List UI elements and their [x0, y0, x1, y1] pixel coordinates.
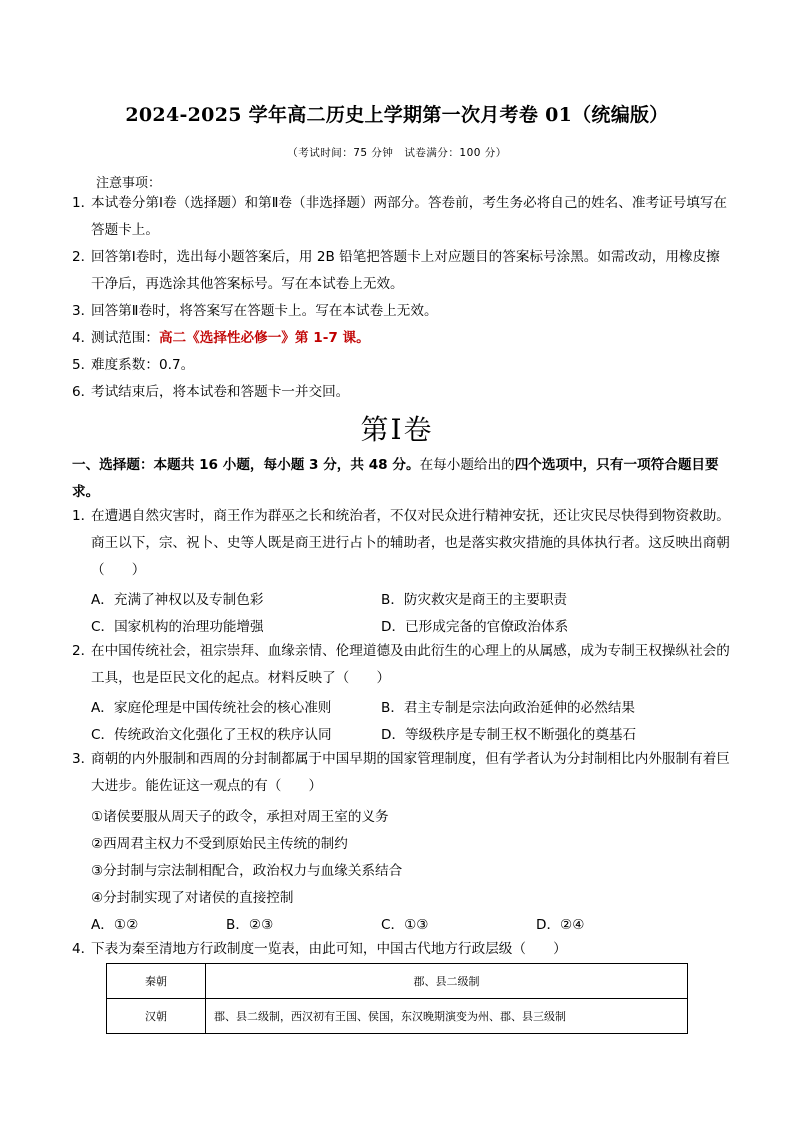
option-b[interactable]: B．防灾救灾是商王的主要职责	[381, 592, 568, 608]
statement-item: ②西周君主权力不受到原始民主传统的制约	[91, 836, 348, 852]
test-scope-highlight: 高二《选择性必修一》第 1-7 课。	[158, 330, 370, 346]
option-a[interactable]: A．充满了神权以及专制色彩	[91, 592, 264, 608]
option-c[interactable]: C．国家机构的治理功能增强	[91, 619, 264, 635]
option-c[interactable]: C．传统政治文化强化了王权的秩序认同	[91, 727, 332, 743]
volume-title: 第Ⅰ卷	[360, 413, 434, 446]
table-cell: 郡、县二级制，西汉初有王国、侯国，东汉晚期演变为州、郡、县三级制	[206, 999, 688, 1034]
option-d[interactable]: D．等级秩序是专制王权不断强化的奠基石	[381, 727, 637, 743]
notice-item: 6． 考试结束后，将本试卷和答题卡一并交回。	[72, 384, 350, 400]
notice-item: 5． 难度系数：0.7。	[72, 357, 195, 373]
question-3: 3． 商朝的内外服制和西周的分封制都属于中国早期的国家管理制度，但有学者认为分封制相比内外服制有着巨大进步。能佐证这一观点的有（ ）	[72, 751, 730, 794]
dynasty-admin-table	[106, 963, 688, 1034]
notice-item: 3． 回答第Ⅱ卷时，将答案写在答题卡上。写在本试卷上无效。	[72, 303, 438, 319]
question-1: 1． 在遭遇自然灾害时，商王作为群巫之长和统治者，不仅对民众进行精神安抚，还让灾民尽快得到物资救助。商王以下，宗、祝卜、史等人既是商王进行占卜的辅助者，也是落实救灾措施的具体执行者。这反映出商朝（ ）	[72, 508, 730, 578]
question-4: 4． 下表为秦至清地方行政制度一览表，由此可知，中国古代地方行政层级（ ）	[72, 941, 567, 957]
option-b[interactable]: B．②③	[226, 917, 274, 933]
exam-title: 2024-2025 学年高二历史上学期第一次月考卷 01（统编版）	[125, 104, 669, 126]
statement-item: ①诸侯要服从周天子的政令，承担对周王室的义务	[91, 809, 389, 825]
notice-item: 4． 测试范围：高二《选择性必修一》第 1-7 课。	[72, 330, 370, 346]
option-b[interactable]: B．君主专制是宗法向政治延伸的必然结果	[381, 700, 636, 716]
option-a[interactable]: A．①②	[91, 917, 139, 933]
statement-item: ④分封制实现了对诸侯的直接控制	[91, 890, 294, 906]
statement-item: ③分封制与宗法制相配合，政治权力与血缘关系结合	[91, 863, 403, 879]
notice-item: 2． 回答第Ⅰ卷时，选出每小题答案后，用 2B 铅笔把答题卡上对应题目的答案标号涂黑。如需改动，用橡皮擦干净后，再选涂其他答案标号。写在本试卷上无效。	[72, 249, 720, 292]
option-d[interactable]: D．已形成完备的官僚政治体系	[381, 619, 569, 635]
notice-heading: 注意事项：	[96, 176, 162, 191]
question-2: 2． 在中国传统社会，祖宗崇拜、血缘亲情、伦理道德及由此衍生的心理上的从属感，成为专制王权操纵社会的工具，也是臣民文化的起点。材料反映了（ ）	[72, 643, 730, 686]
table-cell: 秦朝	[107, 964, 206, 999]
table-cell: 郡、县二级制	[206, 964, 688, 999]
table-cell: 汉朝	[107, 999, 206, 1034]
notice-item: 1． 本试卷分第Ⅰ卷（选择题）和第Ⅱ卷（非选择题）两部分。答卷前，考生务必将自己的姓名、准考证号填写在答题卡上。	[72, 195, 728, 238]
section-heading: 一、选择题：本题共 16 小题，每小题 3 分，共 48 分。在每小题给出的四个选项中，只有一项符合题目要求。	[72, 457, 719, 500]
table-row	[107, 964, 688, 999]
option-c[interactable]: C．①③	[381, 917, 429, 933]
option-d[interactable]: D．②④	[536, 917, 585, 933]
option-a[interactable]: A．家庭伦理是中国传统社会的核心准则	[91, 700, 332, 716]
table-row	[107, 999, 688, 1034]
exam-subtitle: （考试时间：75 分钟 试卷满分：100 分）	[287, 147, 507, 159]
